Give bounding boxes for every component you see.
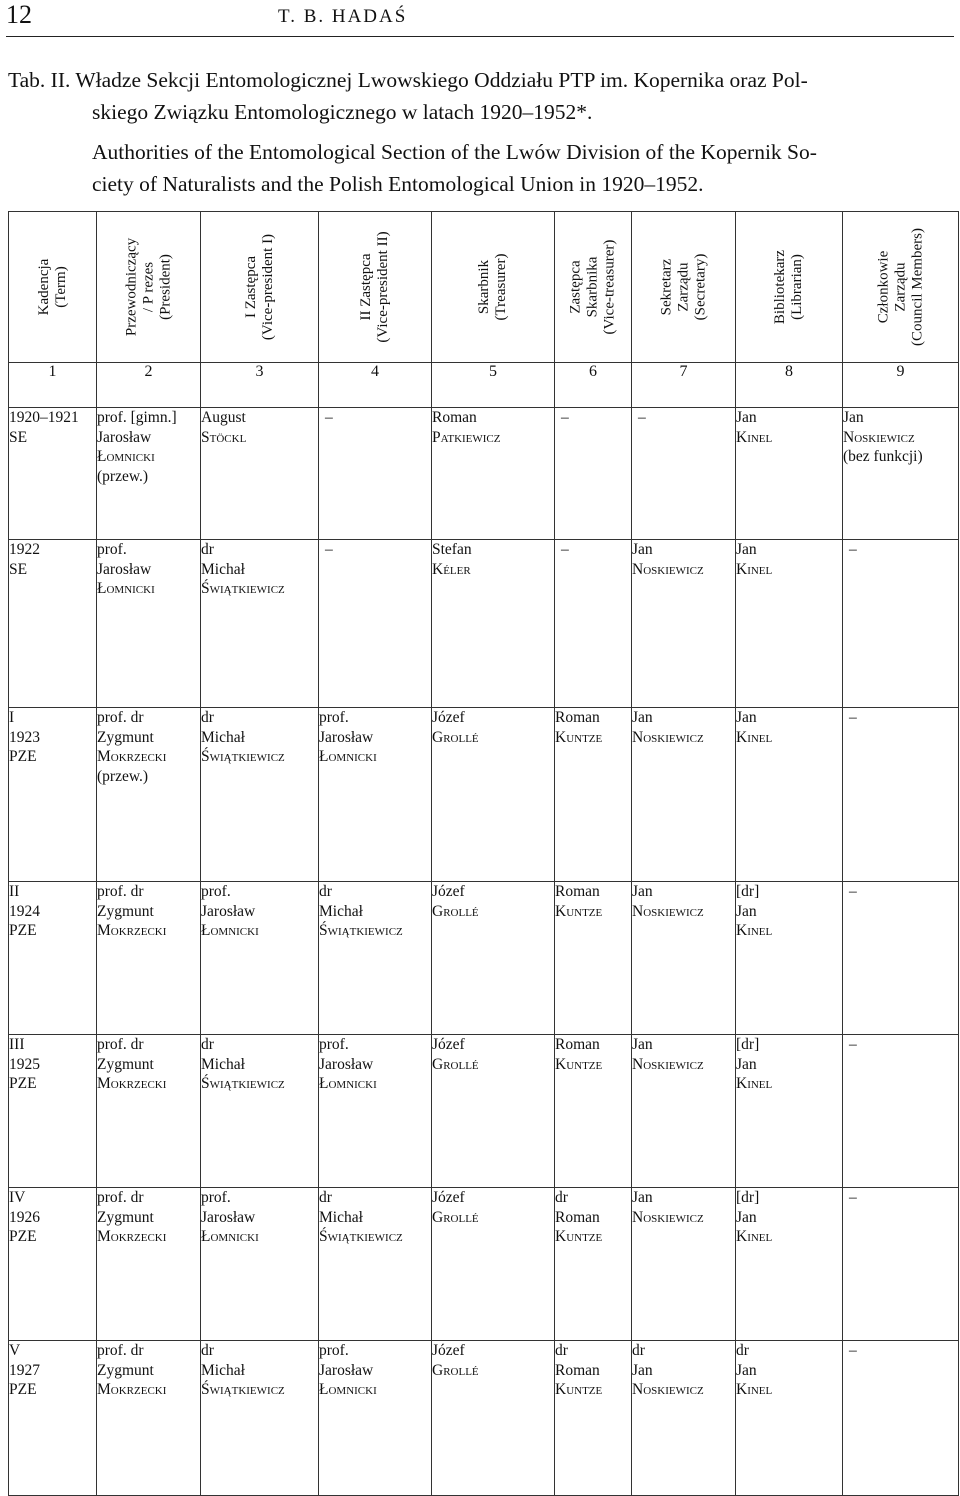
table-cell: [843, 1035, 959, 1188]
column-header-label: [123, 238, 174, 336]
column-header: [9, 212, 97, 363]
cell-text: [dr]: [736, 1036, 760, 1053]
surname: Noskiewicz: [632, 1381, 704, 1398]
cell-text: Jarosław: [97, 560, 152, 578]
cell-text: dr: [319, 883, 332, 900]
cell-text: 1926: [9, 1208, 40, 1226]
column-header-line: / P rezes: [140, 261, 156, 313]
empty-dash: –: [561, 409, 569, 426]
table-cell: [843, 882, 959, 1035]
table-cell: [432, 1035, 555, 1188]
empty-dash: –: [325, 541, 333, 558]
surname: Kinel: [736, 922, 773, 939]
table-cell: [555, 408, 632, 540]
cell-text: Jarosław: [97, 428, 152, 446]
column-header-line: Przewodniczący: [123, 237, 139, 337]
surname: Świątkiewicz: [201, 748, 285, 765]
surname: Kuntze: [555, 1228, 603, 1245]
cell-text: SE: [9, 560, 28, 578]
table-cell: [201, 408, 319, 540]
cell-text: 1920–1921: [9, 409, 79, 426]
column-header-line: II Zastępca: [358, 253, 374, 321]
cell-text: PZE: [9, 748, 37, 765]
cell-text: Jan: [843, 409, 864, 426]
cell-text: Józef: [432, 1342, 465, 1359]
table-cell: [632, 540, 736, 708]
cell-text: Zygmunt: [97, 728, 154, 746]
column-header-line: (Vice-president II): [375, 231, 391, 343]
cell-text: Jan: [632, 541, 653, 558]
table-row: [9, 708, 959, 882]
cell-text: dr: [632, 1342, 645, 1359]
table-cell: [843, 1188, 959, 1341]
table-cell: [97, 1341, 201, 1496]
surname: Mokrzecki: [97, 1228, 167, 1245]
cell-text: prof. dr: [97, 709, 144, 726]
column-header-line: Skarbnika: [584, 256, 601, 318]
table-cell: [843, 540, 959, 708]
cell-text: Jan: [632, 1036, 653, 1053]
cell-text: Jan: [632, 883, 653, 900]
cell-text: Jan: [736, 902, 757, 920]
table-cell: [97, 882, 201, 1035]
column-header-line: (Vice-treasurer): [601, 239, 618, 335]
cell-text: IV: [9, 1189, 26, 1206]
surname: Kinel: [736, 428, 773, 446]
column-number: 3: [201, 363, 319, 408]
cell-text: dr: [736, 1342, 749, 1359]
table-cell: [201, 540, 319, 708]
cell-text: PZE: [9, 922, 37, 939]
cell-text: prof.: [97, 541, 127, 558]
cell-text: Jan: [736, 409, 757, 426]
surname: Kuntze: [555, 1055, 603, 1073]
column-header-label: [476, 254, 510, 321]
surname: Świątkiewicz: [201, 1381, 285, 1398]
column-header: [97, 212, 201, 363]
cell-text: Michał: [201, 728, 245, 746]
column-header-label: [875, 228, 926, 346]
cell-text: dr: [201, 541, 214, 558]
column-header-label: [243, 234, 277, 340]
cell-text: PZE: [9, 1228, 37, 1245]
column-header-line: Sekretarz: [658, 258, 674, 316]
caption-line: ciety of Naturalists and the Polish Entomological Union in 1920–1952.: [92, 172, 704, 196]
table-cell: [736, 708, 843, 882]
cell-text: III: [9, 1036, 25, 1053]
column-number: 8: [736, 363, 843, 408]
cell-text: prof. [gimn.]: [97, 409, 177, 426]
cell-text: 1923: [9, 728, 40, 746]
surname: Kéler: [432, 560, 471, 578]
table-cell: [736, 1188, 843, 1341]
cell-text: Jarosław: [319, 728, 374, 746]
column-header-label: [772, 250, 806, 324]
surname: Kinel: [736, 1075, 773, 1092]
column-header-line: Kadencja: [35, 258, 52, 316]
cell-text: Roman: [555, 1036, 600, 1053]
table-cell: [201, 1341, 319, 1496]
empty-dash: –: [561, 541, 569, 558]
cell-text: dr: [319, 1189, 332, 1206]
surname: Świątkiewicz: [201, 1075, 285, 1092]
surname: Kinel: [736, 1381, 773, 1398]
column-header-line: Zarządu: [675, 262, 691, 312]
table-cell: [632, 882, 736, 1035]
surname: Noskiewicz: [632, 1208, 704, 1226]
cell-text: prof. dr: [97, 1036, 144, 1053]
page-number: 12: [6, 0, 32, 29]
table-cell: [201, 882, 319, 1035]
column-header-line: (Term): [52, 266, 69, 308]
cell-text: dr: [555, 1342, 568, 1359]
cell-text: PZE: [9, 1381, 37, 1398]
column-header: [843, 212, 959, 363]
cell-text: V: [9, 1342, 21, 1359]
table-cell: [555, 1341, 632, 1496]
surname: Mokrzecki: [97, 748, 167, 765]
cell-text: Michał: [201, 1361, 245, 1379]
surname: Noskiewicz: [632, 902, 704, 920]
column-number: 5: [432, 363, 555, 408]
column-header: [201, 212, 319, 363]
table-row: [9, 1188, 959, 1341]
empty-dash: –: [325, 409, 333, 426]
column-header-line: Zarządu: [892, 262, 908, 312]
surname: Łomnicki: [97, 448, 155, 465]
table-cell: [9, 408, 97, 540]
column-number-row: [9, 363, 959, 408]
column-header-row: [9, 212, 959, 363]
surname: Stöckl: [201, 428, 247, 446]
table-cell: [736, 408, 843, 540]
table-cell: [319, 408, 432, 540]
surname: Noskiewicz: [632, 1055, 704, 1073]
column-header: [736, 212, 843, 363]
table-cell: [736, 1035, 843, 1188]
cell-text: Józef: [432, 1189, 465, 1206]
column-header-label: [568, 240, 619, 335]
empty-dash: –: [849, 1189, 857, 1206]
surname: Kinel: [736, 728, 773, 746]
surname: Mokrzecki: [97, 1381, 167, 1398]
column-header-line: Zastępca: [567, 260, 584, 314]
cell-text: Roman: [555, 1208, 600, 1226]
cell-text: Jan: [632, 709, 653, 726]
surname: Patkiewicz: [432, 428, 501, 446]
surname: Mokrzecki: [97, 1075, 167, 1092]
table-cell: [97, 1035, 201, 1188]
cell-text: Jan: [736, 1055, 757, 1073]
caption-line: skiego Związku Entomologicznego w latach 1920–1952*.: [92, 100, 593, 124]
table-cell: [843, 708, 959, 882]
table-row: [9, 1035, 959, 1188]
surname: Łomnicki: [201, 922, 259, 939]
surname: Kuntze: [555, 728, 603, 746]
table-cell: [432, 540, 555, 708]
surname: Noskiewicz: [632, 560, 704, 578]
surname: Grollé: [432, 728, 479, 746]
column-header-line: Członkowie: [875, 250, 891, 324]
surname: Łomnicki: [201, 1228, 259, 1245]
cell-text: Jarosław: [201, 1208, 256, 1226]
cell-text: [dr]: [736, 883, 760, 900]
cell-text: Zygmunt: [97, 1055, 154, 1073]
table-cell: [97, 540, 201, 708]
cell-text: Roman: [555, 1361, 600, 1379]
cell-text: Jan: [632, 1189, 653, 1206]
cell-text: Stefan: [432, 541, 472, 558]
cell-text: (przew.): [97, 467, 149, 485]
column-number: 7: [632, 363, 736, 408]
surname: Łomnicki: [319, 748, 377, 765]
column-number: 1: [9, 363, 97, 408]
table-cell: [319, 1035, 432, 1188]
cell-text: August: [201, 409, 246, 426]
empty-dash: –: [849, 1342, 857, 1359]
surname: Świątkiewicz: [201, 580, 285, 597]
column-header-line: Bibliotekarz: [772, 249, 788, 325]
table-cell: [201, 708, 319, 882]
surname: Łomnicki: [319, 1381, 377, 1398]
cell-text: Michał: [201, 560, 245, 578]
surname: Łomnicki: [319, 1075, 377, 1092]
cell-text: Jan: [736, 709, 757, 726]
table-cell: [432, 1188, 555, 1341]
table-cell: [555, 708, 632, 882]
cell-text: I: [9, 709, 15, 726]
table-caption-english: [8, 136, 958, 200]
header-rule: [6, 36, 954, 37]
cell-text: Zygmunt: [97, 902, 154, 920]
column-number: 4: [319, 363, 432, 408]
cell-text: prof. dr: [97, 883, 144, 900]
table-cell: [319, 1188, 432, 1341]
surname: Kuntze: [555, 902, 603, 920]
cell-text: Jan: [736, 1208, 757, 1226]
empty-dash: –: [849, 541, 857, 558]
caption-line: Authorities of the Entomological Section of the Lwów Division of the Kopernik So-: [92, 140, 817, 164]
empty-dash: –: [849, 883, 857, 900]
table-cell: [319, 882, 432, 1035]
cell-text: Jarosław: [319, 1055, 374, 1073]
cell-text: 1927: [9, 1361, 40, 1379]
table-cell: [97, 1188, 201, 1341]
column-number: 9: [843, 363, 959, 408]
surname: Kinel: [736, 1228, 773, 1245]
cell-text: Roman: [555, 883, 600, 900]
table-cell: [201, 1188, 319, 1341]
cell-text: Jan: [736, 541, 757, 558]
surname: Świątkiewicz: [319, 1228, 403, 1245]
surname: Kinel: [736, 560, 773, 578]
surname: Świątkiewicz: [319, 922, 403, 939]
cell-text: dr: [201, 1036, 214, 1053]
table-cell: [201, 1035, 319, 1188]
cell-text: (przew.): [97, 767, 149, 785]
cell-text: 1925: [9, 1055, 40, 1073]
table-cell: [555, 882, 632, 1035]
cell-text: Józef: [432, 709, 465, 726]
table-cell: [555, 540, 632, 708]
cell-text: Józef: [432, 883, 465, 900]
table-cell: [9, 1341, 97, 1496]
cell-text: prof. dr: [97, 1189, 144, 1206]
surname: Noskiewicz: [843, 428, 915, 446]
column-header-line: (Librarian): [789, 254, 805, 320]
cell-text: SE: [9, 428, 28, 446]
column-header-line: (Vice-president I): [259, 233, 276, 341]
cell-text: Michał: [319, 902, 363, 920]
table-cell: [632, 1035, 736, 1188]
page-header: [6, 0, 954, 38]
column-header-line: (Council Members): [909, 228, 925, 346]
column-header-line: Skarbnik: [476, 259, 492, 315]
cell-text: Michał: [201, 1055, 245, 1073]
cell-text: 1924: [9, 902, 40, 920]
column-number: 2: [97, 363, 201, 408]
surname: Kuntze: [555, 1381, 603, 1398]
cell-text: prof.: [319, 1342, 349, 1359]
table-cell: [736, 1341, 843, 1496]
caption-line: Tab. II. Władze Sekcji Entomologicznej Lwowskiego Oddziału PTP im. Kopernika oraz Pol-: [8, 68, 808, 92]
cell-text: Zygmunt: [97, 1208, 154, 1226]
surname: Grollé: [432, 1361, 479, 1379]
cell-text: Józef: [432, 1036, 465, 1053]
table-cell: [843, 1341, 959, 1496]
table-cell: [632, 708, 736, 882]
table-cell: [632, 408, 736, 540]
cell-text: dr: [555, 1189, 568, 1206]
table-cell: [632, 1188, 736, 1341]
surname: Grollé: [432, 1055, 479, 1073]
column-number: 6: [555, 363, 632, 408]
cell-text: PZE: [9, 1075, 37, 1092]
table-row: [9, 540, 959, 708]
table-cell: [9, 1035, 97, 1188]
surname: Noskiewicz: [632, 728, 704, 746]
cell-text: Michał: [319, 1208, 363, 1226]
column-header: [555, 212, 632, 363]
column-header-label: [658, 254, 709, 321]
table-cell: [9, 540, 97, 708]
table-row: [9, 882, 959, 1035]
column-header-line: (Secretary): [692, 253, 708, 321]
table-cell: [736, 540, 843, 708]
table-cell: [632, 1341, 736, 1496]
table-row: [9, 1341, 959, 1496]
column-header-line: (President): [157, 254, 173, 320]
running-head: T. B. HADAŚ: [278, 6, 408, 27]
cell-text: prof. dr: [97, 1342, 144, 1359]
table-cell: [555, 1035, 632, 1188]
cell-text: [dr]: [736, 1189, 760, 1206]
cell-text: 1922: [9, 541, 40, 558]
table-cell: [9, 882, 97, 1035]
table-cell: [97, 708, 201, 882]
empty-dash: –: [638, 409, 646, 426]
column-header: [632, 212, 736, 363]
surname: Łomnicki: [97, 580, 155, 597]
column-header: [319, 212, 432, 363]
table-cell: [319, 1341, 432, 1496]
column-header-line: I Zastępca: [242, 255, 259, 319]
table-cell: [843, 408, 959, 540]
empty-dash: –: [849, 709, 857, 726]
table-cell: [432, 708, 555, 882]
cell-text: Jarosław: [319, 1361, 374, 1379]
table-cell: [319, 540, 432, 708]
cell-text: prof.: [319, 709, 349, 726]
table-cell: [9, 708, 97, 882]
authorities-table: [8, 211, 959, 1496]
table-cell: [736, 882, 843, 1035]
cell-text: dr: [201, 709, 214, 726]
surname: Grollé: [432, 902, 479, 920]
table-cell: [432, 882, 555, 1035]
cell-text: II: [9, 883, 20, 900]
cell-text: prof.: [319, 1036, 349, 1053]
table-cell: [432, 1341, 555, 1496]
column-header-label: [36, 259, 70, 316]
table-cell: [319, 708, 432, 882]
cell-text: Zygmunt: [97, 1361, 154, 1379]
cell-text: Roman: [432, 409, 477, 426]
cell-text: Jarosław: [201, 902, 256, 920]
cell-text: Jan: [632, 1361, 653, 1379]
surname: Mokrzecki: [97, 922, 167, 939]
cell-text: prof.: [201, 883, 231, 900]
column-header-label: [358, 231, 392, 342]
cell-text: dr: [201, 1342, 214, 1359]
empty-dash: –: [849, 1036, 857, 1053]
surname: Grollé: [432, 1208, 479, 1226]
column-header-line: (Treasurer): [493, 253, 509, 321]
column-header: [432, 212, 555, 363]
table-cell: [9, 1188, 97, 1341]
table-cell: [432, 408, 555, 540]
cell-text: prof.: [201, 1189, 231, 1206]
table-caption-polish: [8, 64, 958, 128]
table-cell: [97, 408, 201, 540]
table-row: [9, 408, 959, 540]
cell-text: Roman: [555, 709, 600, 726]
table-cell: [555, 1188, 632, 1341]
cell-text: Jan: [736, 1361, 757, 1379]
cell-text: (bez funkcji): [843, 448, 923, 465]
